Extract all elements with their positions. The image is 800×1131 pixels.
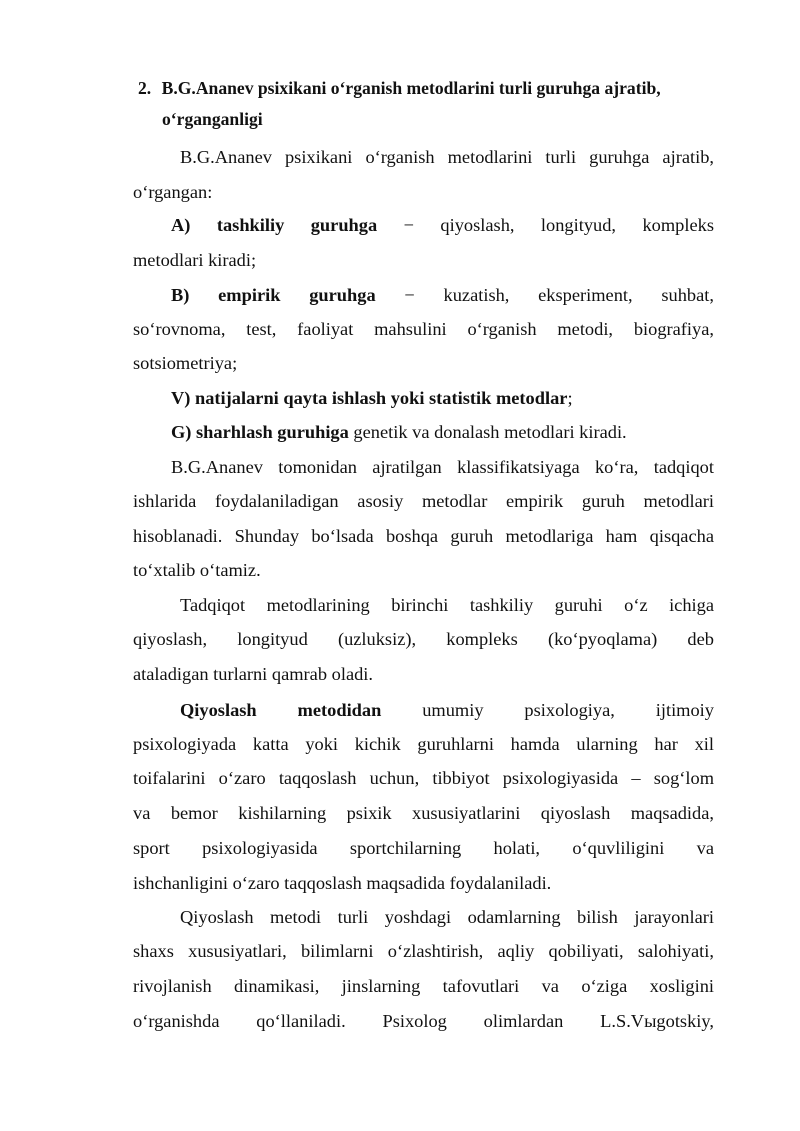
list-item-v bbox=[171, 387, 573, 409]
paragraph-line: Tadqiqot metodlarining birinchi tashkiliy guruhi o‘z ichiga bbox=[180, 595, 714, 615]
intro-line: B.G.Ananev psixikani o‘rganish metodlarini turli guruhga ajratib, bbox=[180, 147, 714, 167]
paragraph-line: ishlarida foydalaniladigan asosiy metodlar empirik guruh metodlari bbox=[133, 491, 714, 511]
list-text-a: − qiyoslash, longityud, kompleks bbox=[403, 215, 714, 235]
paragraph-line bbox=[180, 699, 714, 721]
list-item-b-cont: sotsiometriya; bbox=[133, 353, 238, 373]
section-heading-line1 bbox=[138, 77, 661, 99]
list-item-g bbox=[171, 421, 627, 443]
paragraph-line: Qiyoslash metodi turli yoshdagi odamlarning bilish jarayonlari bbox=[180, 907, 714, 927]
paragraph-line: va bemor kishilarning psixik xususiyatlarini qiyoslash maqsadida, bbox=[133, 803, 714, 823]
paragraph-line: ishchanligini o‘zaro taqqoslash maqsadida foydalaniladi. bbox=[133, 873, 552, 893]
list-label-g: G) sharhlash guruhiga bbox=[171, 422, 349, 442]
paragraph-line: sport psixologiyasida sportchilarning holati, o‘quvliligini va bbox=[133, 838, 714, 858]
paragraph-label: Qiyoslash metodidan bbox=[180, 700, 382, 720]
list-label-b: B) empirik guruhga bbox=[171, 285, 376, 305]
paragraph-line: rivojlanish dinamikasi, jinslarning tafovutlari va o‘ziga xosligini bbox=[133, 976, 714, 996]
section-title: B.G.Ananev psixikani o‘rganish metodlarini turli guruhga ajratib, bbox=[161, 78, 661, 98]
list-item-a-cont: metodlari kiradi; bbox=[133, 250, 257, 270]
paragraph-line: qiyoslash, longityud (uzluksiz), kompleks (ko‘pyoqlama) deb bbox=[133, 629, 714, 649]
list-item-b-cont: so‘rovnoma, test, faoliyat mahsulini o‘rganish metodi, biografiya, bbox=[133, 319, 714, 339]
paragraph-line: psixologiyada katta yoki kichik guruhlarni hamda ularning har xil bbox=[133, 734, 714, 754]
list-label-v: V) natijalarni qayta ishlash yoki statistik metodlar bbox=[171, 388, 568, 408]
list-item-a bbox=[171, 214, 714, 236]
list-label-a: A) tashkiliy guruhga bbox=[171, 215, 378, 235]
paragraph-line: toifalarini o‘zaro taqqoslash uchun, tibbiyot psixologiyasida – sog‘lom bbox=[133, 768, 714, 788]
list-text-b: − kuzatish, eksperiment, suhbat, bbox=[404, 285, 714, 305]
paragraph-line: to‘xtalib o‘tamiz. bbox=[133, 560, 261, 580]
paragraph-line: hisoblanadi. Shunday bo‘lsada boshqa guruh metodlariga ham qisqacha bbox=[133, 526, 714, 546]
list-text-g: genetik va donalash metodlari kiradi. bbox=[348, 422, 627, 442]
paragraph-line: B.G.Ananev tomonidan ajratilgan klassifikatsiyaga ko‘ra, tadqiqot bbox=[171, 457, 714, 477]
paragraph-line: ataladigan turlarni qamrab oladi. bbox=[133, 664, 374, 684]
paragraph-line: o‘rganishda qo‘llaniladi. Psixolog olimlardan L.S.Vыgotskiy, bbox=[133, 1011, 714, 1031]
paragraph-text: umumiy psixologiya, ijtimoiy bbox=[422, 700, 714, 720]
section-heading-line2: o‘rganganligi bbox=[162, 109, 263, 129]
section-number: 2. bbox=[138, 78, 152, 98]
intro-line: o‘rgangan: bbox=[133, 182, 213, 202]
paragraph-line: shaxs xususiyatlari, bilimlarni o‘zlashtirish, aqliy qobiliyati, salohiyati, bbox=[133, 941, 714, 961]
list-text-v: ; bbox=[567, 388, 573, 408]
list-item-b bbox=[171, 284, 714, 306]
